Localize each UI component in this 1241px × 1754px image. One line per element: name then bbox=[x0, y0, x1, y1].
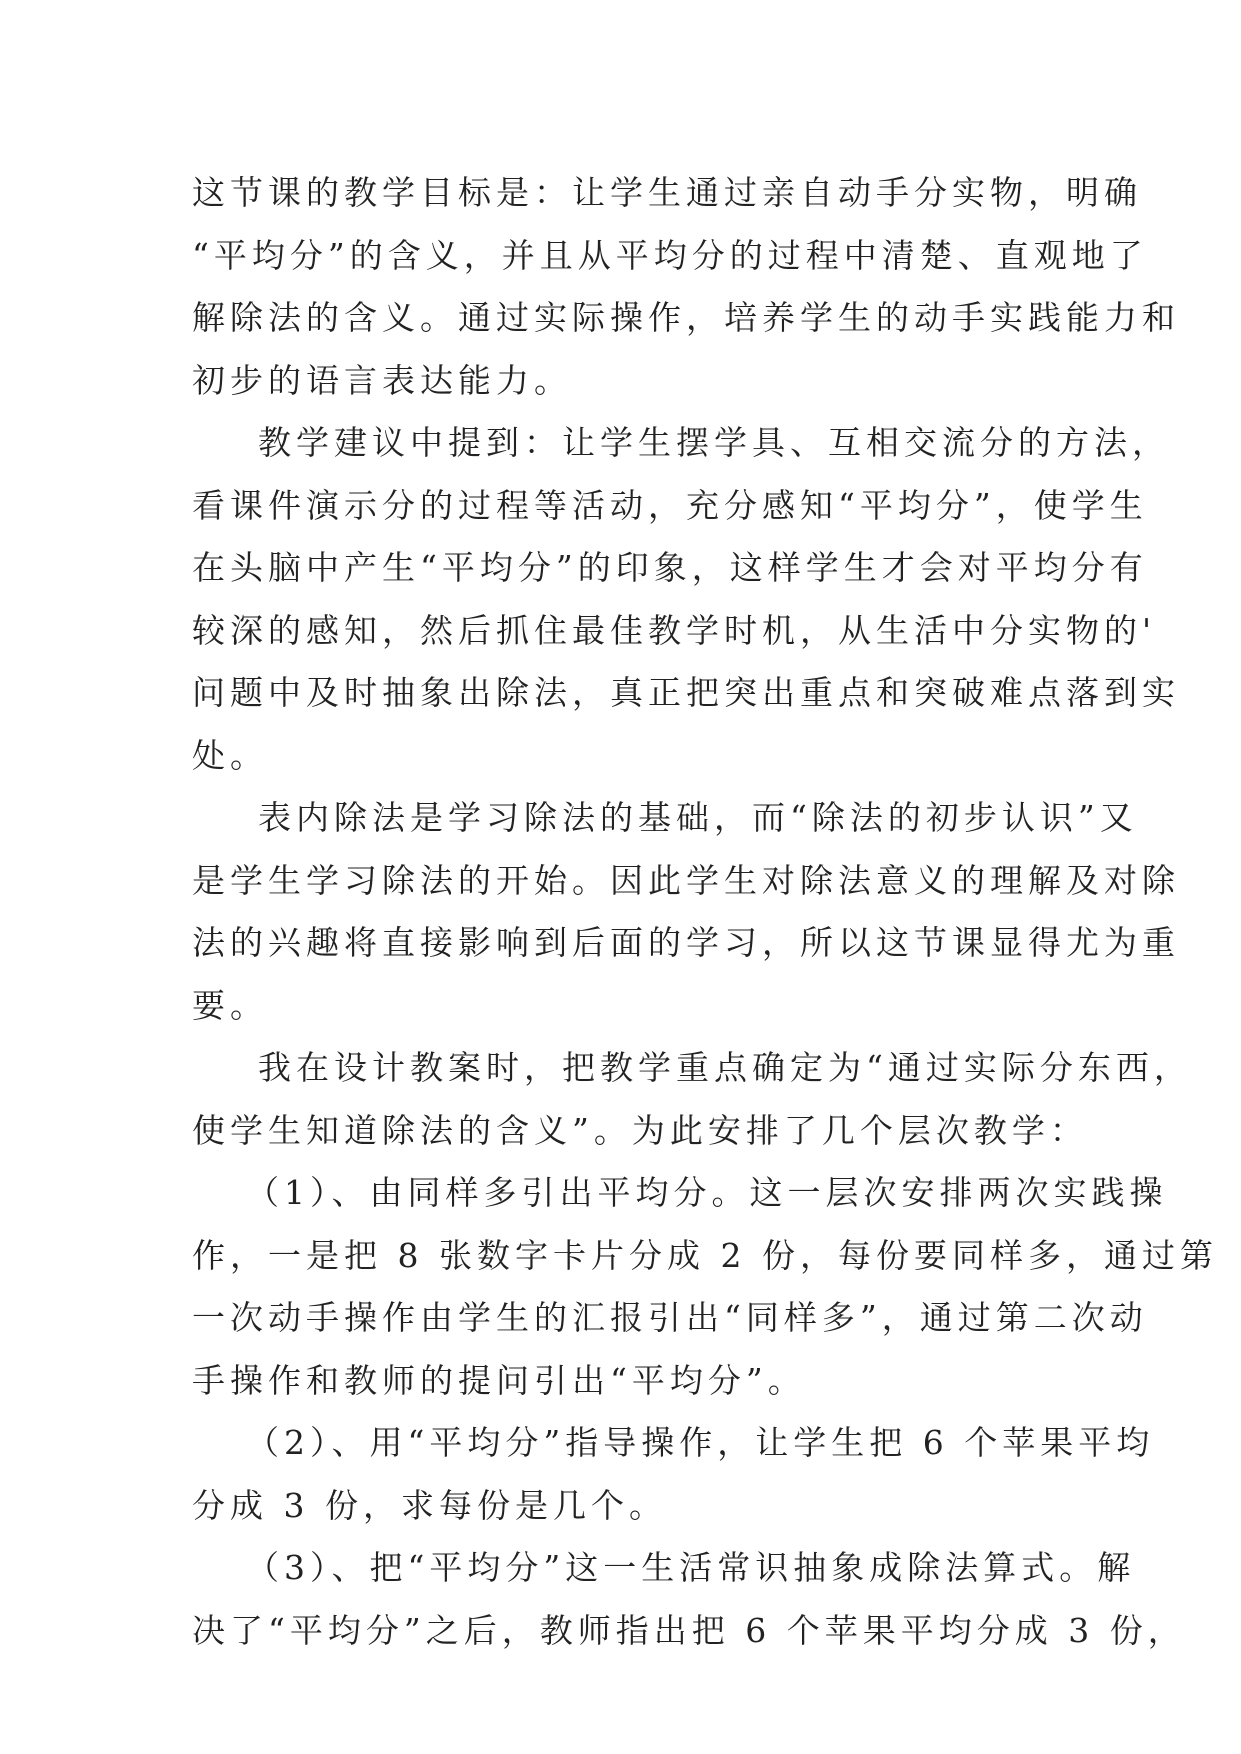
text-line: 在头脑中产生“平均分”的印象，这样学生才会对平均分有 bbox=[192, 548, 1148, 587]
text-line: （1）、由同样多引出平均分。这一层次安排两次实践操 bbox=[246, 1173, 1168, 1212]
text-line: 解除法的含义。通过实际操作，培养学生的动手实践能力和 bbox=[192, 298, 1180, 337]
text-line: 使学生知道除法的含义”。为此安排了几个层次教学： bbox=[192, 1110, 1088, 1150]
text-line: 教学建议中提到：让学生摆学具、互相交流分的方法， bbox=[258, 423, 1170, 462]
paragraph-step-3 bbox=[192, 1537, 1186, 1662]
text-line: 是学生学习除法的开始。因此学生对除法意义的理解及对除 bbox=[192, 860, 1180, 900]
text-line: 看课件演示分的过程等活动，充分感知“平均分”，使学生 bbox=[192, 485, 1148, 525]
text-line: 初步的语言表达能力。 bbox=[192, 360, 572, 400]
paragraph-division-basis bbox=[192, 787, 1180, 1037]
text-line: 决了“平均分”之后，教师指出把 6 个苹果平均分成 3 份， bbox=[192, 1610, 1186, 1650]
text-line: 表内除法是学习除法的基础，而“除法的初步认识”又 bbox=[258, 798, 1138, 837]
text-line: 一次动手操作由学生的汇报引出“同样多”，通过第二次动 bbox=[192, 1298, 1148, 1337]
paragraph-teaching-goal bbox=[192, 162, 1180, 412]
text-line: 作，一是把 8 张数字卡片分成 2 份，每份要同样多，通过第 bbox=[192, 1235, 1218, 1275]
text-line: （3）、把“平均分”这一生活常识抽象成除法算式。解 bbox=[246, 1548, 1136, 1587]
text-line: “平均分”的含义，并且从平均分的过程中清楚、直观地了 bbox=[192, 235, 1148, 275]
text-line: 我在设计教案时，把教学重点确定为“通过实际分东西， bbox=[258, 1048, 1192, 1087]
text-line: 手操作和教师的提问引出“平均分”。 bbox=[192, 1360, 806, 1400]
text-line: 法的兴趣将直接影响到后面的学习，所以这节课显得尤为重 bbox=[192, 923, 1180, 962]
text-line: 较深的感知，然后抓住最佳教学时机，从生活中分实物的' bbox=[192, 610, 1157, 650]
text-line: 这节课的教学目标是：让学生通过亲自动手分实物，明确 bbox=[192, 173, 1142, 212]
document-page bbox=[192, 162, 1218, 1662]
text-line: （2）、用“平均分”指导操作，让学生把 6 个苹果平均 bbox=[246, 1423, 1155, 1462]
text-line: 要。 bbox=[192, 985, 268, 1025]
paragraph-teaching-suggestion bbox=[192, 412, 1180, 787]
paragraph-step-2 bbox=[192, 1412, 1155, 1537]
text-line: 分成 3 份，求每份是几个。 bbox=[192, 1485, 667, 1525]
paragraph-lesson-design bbox=[192, 1037, 1192, 1162]
text-line: 处。 bbox=[192, 735, 268, 775]
paragraph-step-1 bbox=[192, 1162, 1218, 1412]
text-line: 问题中及时抽象出除法，真正把突出重点和突破难点落到实 bbox=[192, 673, 1180, 712]
